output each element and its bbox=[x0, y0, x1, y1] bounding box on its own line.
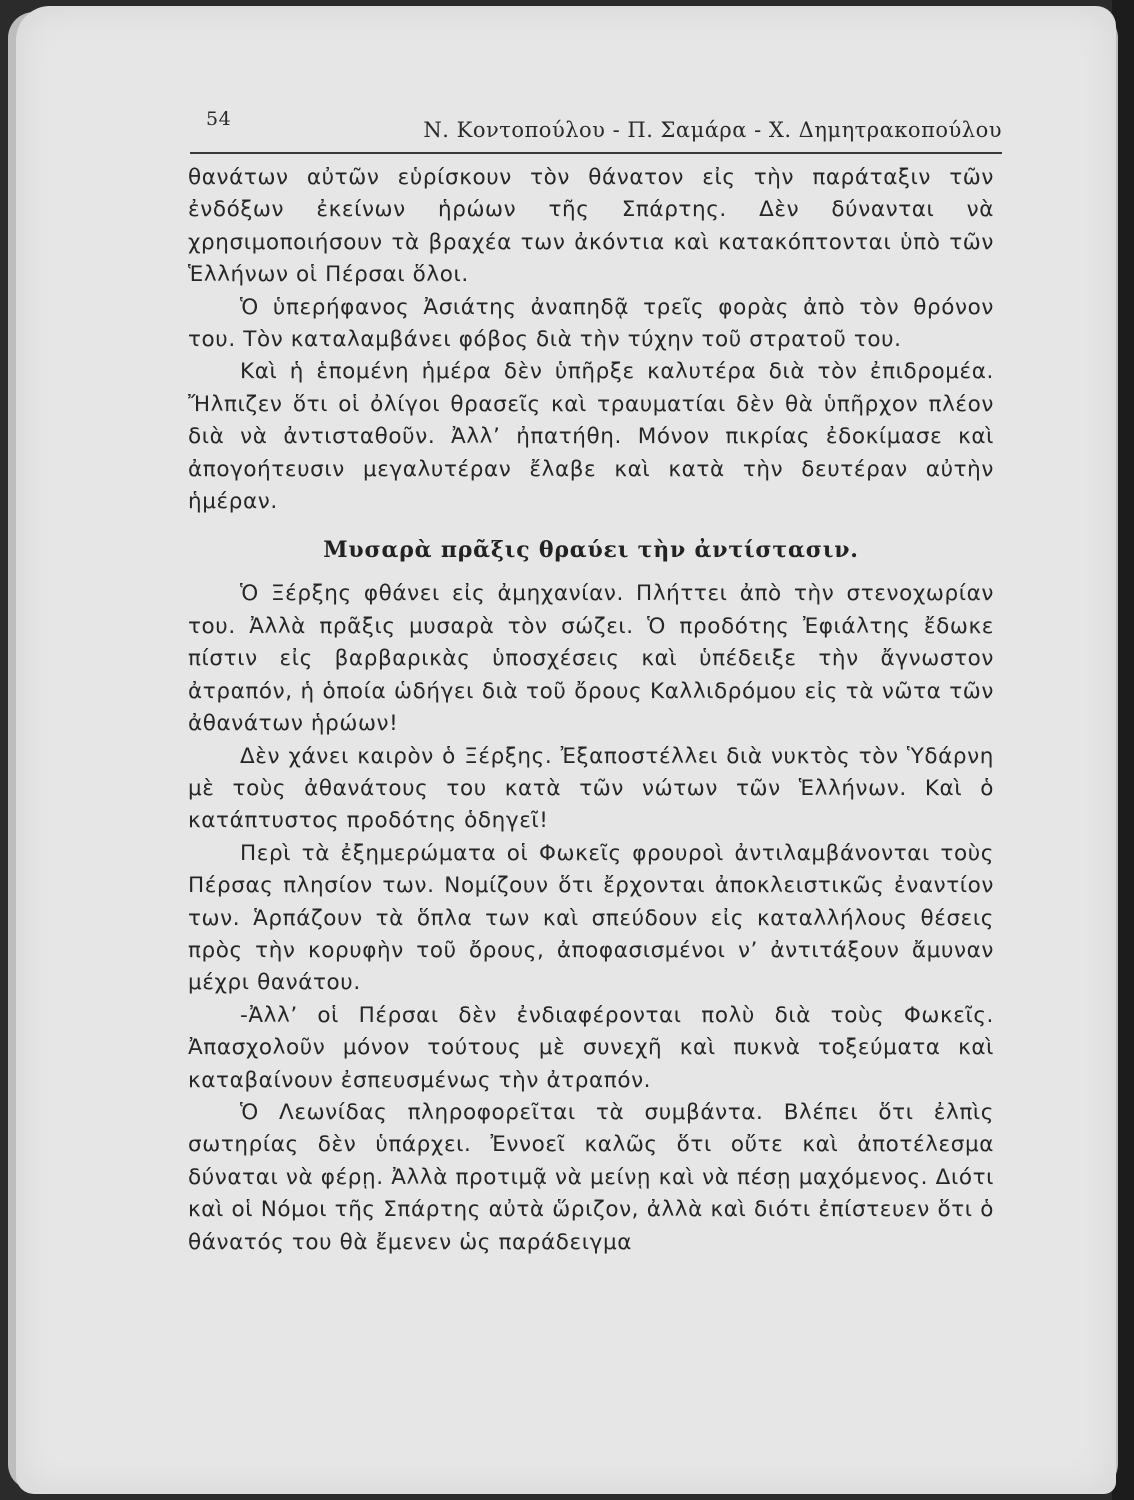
paragraph: Περὶ τὰ ἐξημερώματα οἱ Φωκεῖς φρουροὶ ἀντιλαμβάνονται τοὺς Πέρσας πλησίον των. Νομίζουν ὅτι ἔρχονται ἀποκλειστικῶς ἐναντίον των. Ἁρπάζουν τὰ ὅπλα των καὶ σπεύδουν εἰς καταλλήλους θέσεις πρὸς τὴν κορυφὴν τοῦ ὄρους, ἀποφασισμένοι ν’ ἀντιτάξουν ἄμυναν μέχρι θανάτου. bbox=[188, 840, 994, 996]
paragraph: θανάτων αὐτῶν εὑρίσκουν τὸν θάνατον εἰς τὴν παράταξιν τῶν ἐνδόξων ἐκείνων ἡρώων τῆς Σπάρτης. Δὲν δύνανται νὰ χρησιμοποιήσουν τὰ βραχέα των ἀκόντια καὶ κατακόπτονται ὑπὸ τῶν Ἑλλήνων οἱ Πέρσαι ὅλοι. bbox=[188, 165, 994, 288]
paragraph: Ὁ Ξέρξης φθάνει εἰς ἀμηχανίαν. Πλήττει ἀπὸ τὴν στενοχωρίαν του. Ἀλλὰ πρᾶξις μυσαρὰ τὸν σώζει. Ὁ προδότης Ἐφιάλτης ἔδωκε πίστιν εἰς βαρβαρικὰς ὑποσχέσεις καὶ ὑπέδειξε τὴν ἄγνωστον ἀτραπόν, ἡ ὁποία ὡδήγει διὰ τοῦ ὄρους Καλλιδρόμου εἰς τὰ νῶτα τῶν ἀθανάτων ἡρώων! bbox=[188, 581, 994, 737]
page-header bbox=[190, 100, 1002, 154]
paragraph: Καὶ ἡ ἑπομένη ἡμέρα δὲν ὑπῆρξε καλυτέρα διὰ τὸν ἐπιδρομέα. Ἤλπιζεν ὅτι οἱ ὀλίγοι θρασεῖς καὶ τραυματίαι δὲν θὰ ὑπῆρχον πλέον διὰ νὰ ἀντισταθοῦν. Ἀλλ’ ἠπατήθη. Μόνον πικρίας ἐδοκίμασε καὶ ἀπογοήτευσιν μεγαλυτέραν ἔλαβε καὶ κατὰ τὴν δευτέραν αὐτὴν ἡμέραν. bbox=[188, 359, 994, 515]
paragraph: -Ἀλλ’ οἱ Πέρσαι δὲν ἐνδιαφέρονται πολὺ διὰ τοὺς Φωκεῖς. Ἀπασχολοῦν μόνον τούτους μὲ συνεχῆ καὶ πυκνὰ τοξεύματα καὶ καταβαίνουν ἐσπευσμένως τὴν ἀτραπόν. bbox=[188, 1002, 994, 1093]
paragraph: Ὁ ὑπερήφανος Ἀσιάτης ἀναπηδᾷ τρεῖς φορὰς ἀπὸ τὸν θρόνον του. Τὸν καταλαμβάνει φόβος διὰ τὴν τύχην τοῦ στρατοῦ του. bbox=[188, 294, 994, 353]
running-head: Ν. Κοντοπούλου - Π. Σαμάρα - Χ. Δημητρακοπούλου bbox=[423, 118, 1002, 142]
section-title: Μυσαρὰ πρᾶξις θραύει τὴν ἀντίστασιν. bbox=[323, 537, 859, 564]
page-body bbox=[188, 162, 994, 1259]
paragraph: Δὲν χάνει καιρὸν ὁ Ξέρξης. Ἐξαποστέλλει διὰ νυκτὸς τὸν Ὑδάρνη μὲ τοὺς ἀθανάτους του κατὰ τῶν νώτων τῶν Ἑλλήνων. Καὶ ὁ κατάπτυστος προδότης ὁδηγεῖ! bbox=[188, 743, 994, 834]
page-number: 54 bbox=[206, 108, 232, 130]
paragraph: Ὁ Λεωνίδας πληροφορεῖται τὰ συμβάντα. Βλέπει ὅτι ἐλπὶς σωτηρίας δὲν ὑπάρχει. Ἐννοεῖ καλῶς ὅτι οὔτε καὶ ἀποτέλεσμα δύναται νὰ φέρῃ. Ἀλλὰ προτιμᾷ νὰ μείνῃ καὶ νὰ πέσῃ μαχόμενος. Διότι καὶ οἱ Νόμοι τῆς Σπάρτης αὐτὰ ὥριζον, ἀλλὰ καὶ διότι ἐπίστευεν ὅτι ὁ θάνατός του θὰ ἔμενεν ὡς παράδειγμα bbox=[188, 1099, 994, 1255]
